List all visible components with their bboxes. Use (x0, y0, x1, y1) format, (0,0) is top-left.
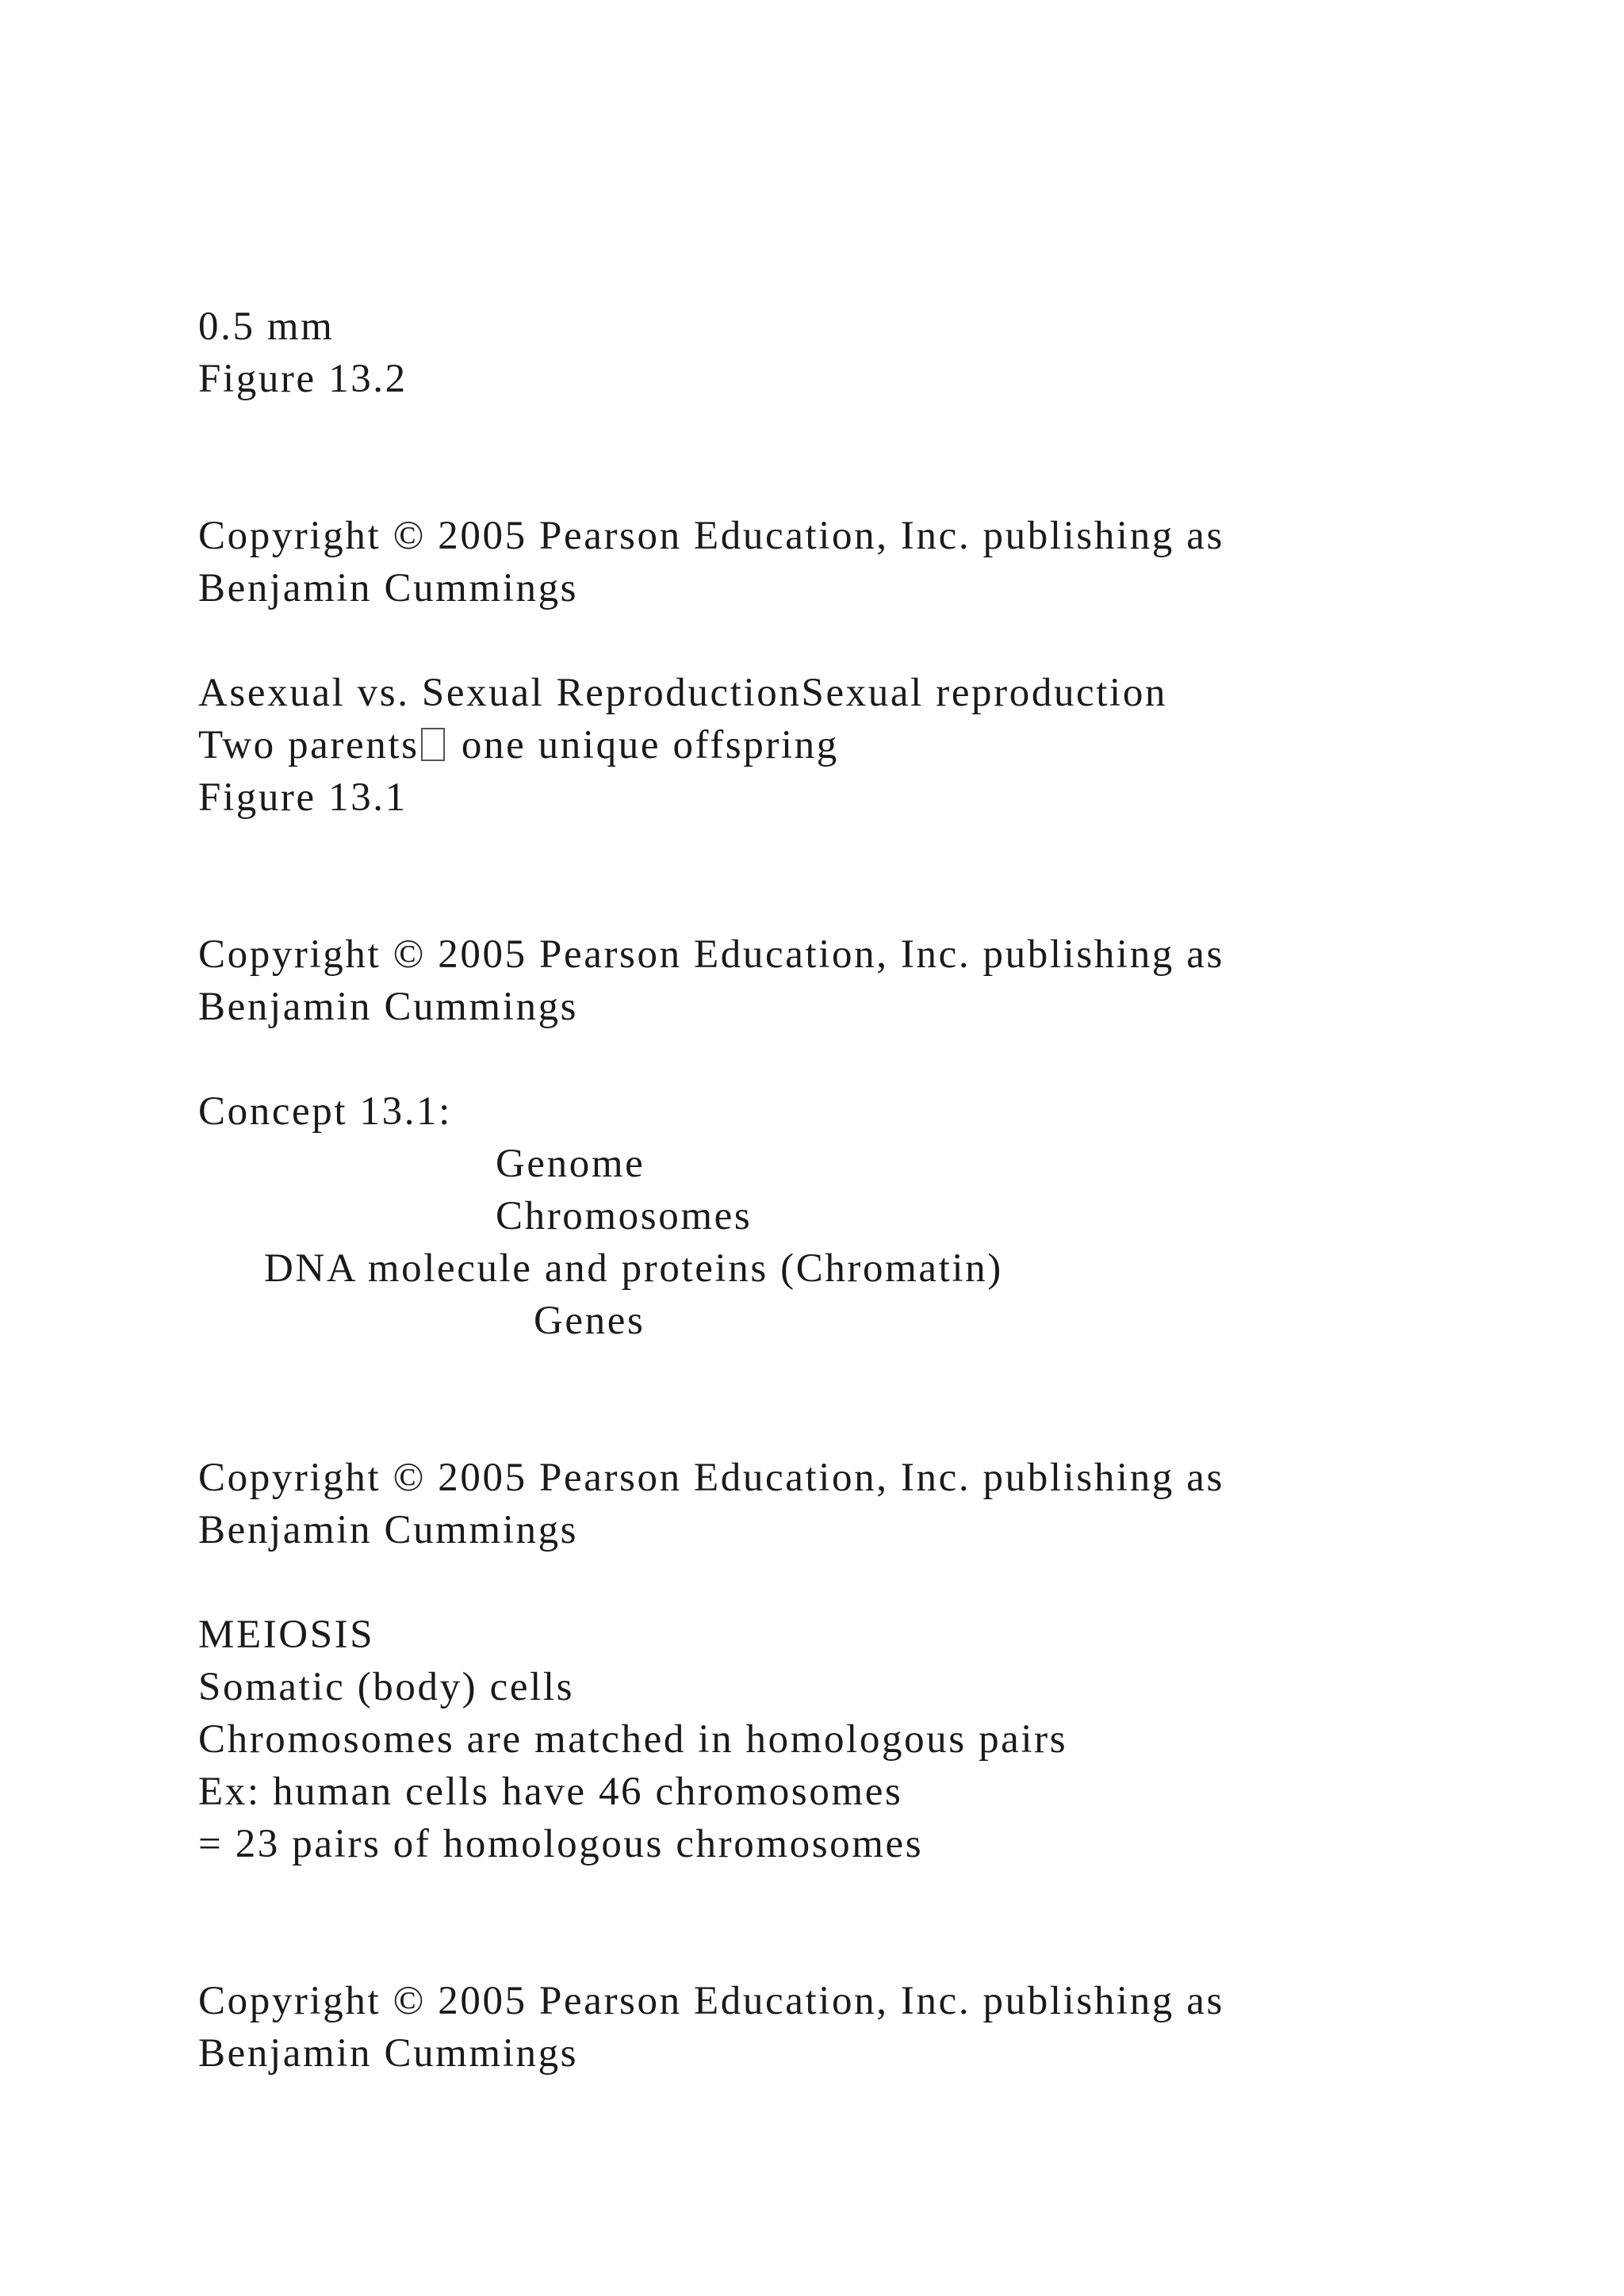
body-line (198, 719, 839, 771)
copyright-line: Copyright © 2005 Pearson Education, Inc. publishing as (198, 932, 1224, 977)
missing-glyph-icon (421, 728, 445, 761)
body-line: Somatic (body) cells (198, 1665, 575, 1709)
hierarchy-dna: DNA molecule and proteins (Chromatin) (264, 1246, 1003, 1291)
body-line: = 23 pairs of homologous chromosomes (198, 1822, 924, 1866)
copyright-line: Copyright © 2005 Pearson Education, Inc. publishing as (198, 514, 1224, 558)
copyright-publisher: Benjamin Cummings (198, 985, 579, 1029)
scale-label: 0.5 mm (198, 304, 335, 349)
hierarchy-genome: Genome (496, 1142, 645, 1186)
copyright-publisher: Benjamin Cummings (198, 1508, 579, 1552)
body-line: Ex: human cells have 46 chromosomes (198, 1770, 903, 1814)
offspring-text: one unique offspring (449, 723, 839, 767)
body-line: Chromosomes are matched in homologous pairs (198, 1717, 1068, 1762)
section-heading: Asexual vs. Sexual ReproductionSexual reproduction (198, 671, 1168, 715)
section-heading: MEIOSIS (198, 1613, 375, 1657)
copyright-line: Copyright © 2005 Pearson Education, Inc. publishing as (198, 1456, 1224, 1500)
copyright-publisher: Benjamin Cummings (198, 2031, 579, 2076)
figure-caption: Figure 13.2 (198, 357, 408, 401)
copyright-publisher: Benjamin Cummings (198, 566, 579, 610)
parents-text: Two parents (198, 723, 419, 767)
figure-caption: Figure 13.1 (198, 775, 408, 820)
copyright-line: Copyright © 2005 Pearson Education, Inc. publishing as (198, 1979, 1224, 2023)
concept-heading: Concept 13.1: (198, 1089, 452, 1134)
hierarchy-chromosomes: Chromosomes (496, 1194, 753, 1238)
hierarchy-genes: Genes (534, 1299, 645, 1343)
